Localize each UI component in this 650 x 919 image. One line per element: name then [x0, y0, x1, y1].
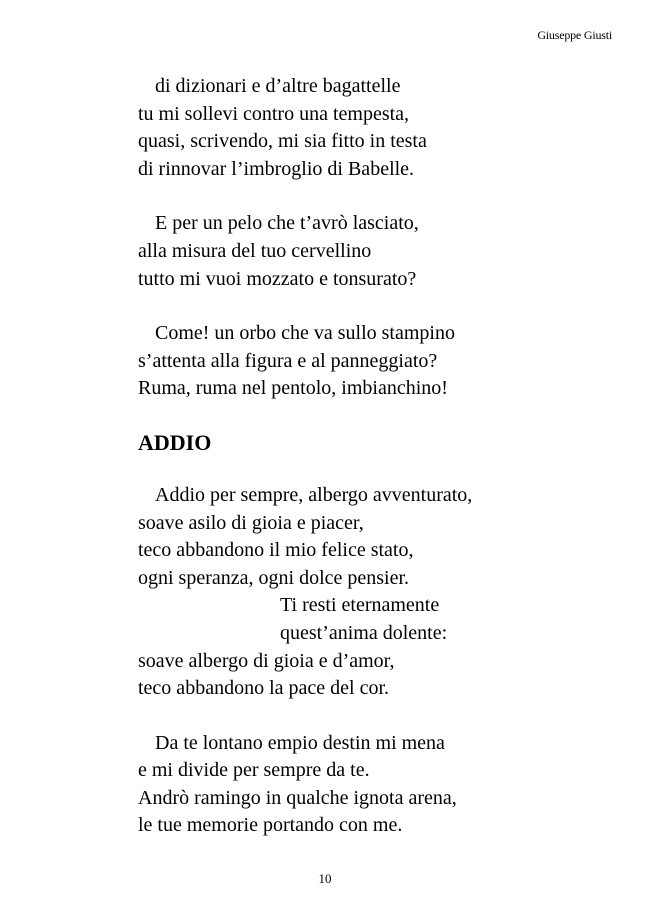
verse-line: di dizionari e d’altre bagattelle	[155, 75, 401, 97]
verse-line: tu mi sollevi contro una tempesta,	[138, 102, 410, 125]
verse-line: s’attenta alla figura e al panneggiato?	[138, 349, 438, 372]
verse-line-indented: Ti resti eternamente	[280, 594, 440, 617]
running-head: Giuseppe Giusti	[537, 28, 612, 42]
verse-line: E per un pelo che t’avrò lasciato,	[155, 212, 419, 235]
stanza-gap	[138, 703, 608, 730]
page-number: 10	[318, 871, 332, 886]
stanza-gap	[138, 183, 608, 210]
verse-line: teco abbandono la pace del cor.	[138, 677, 389, 700]
title-gap	[138, 457, 608, 482]
verse-line-indented: quest’anima dolente:	[280, 621, 448, 644]
verse-line: soave asilo di gioia e piacer,	[138, 511, 364, 534]
verse-line: quasi, scrivendo, mi sia fitto in testa	[138, 130, 427, 153]
verse-line: soave albergo di gioia e d’amor,	[138, 649, 395, 672]
stanza-5	[138, 730, 608, 840]
verse-line: alla misura del tuo cervellino	[138, 239, 372, 262]
section-title: ADDIO	[138, 429, 212, 455]
verse-line: Addio per sempre, albergo avventurato,	[155, 483, 473, 506]
stanza-gap	[138, 403, 608, 427]
verse-line: ogni speranza, ogni dolce pensier.	[138, 566, 410, 589]
verse-line: Da te lontano empio destin mi mena	[155, 731, 445, 754]
verse-line: Come! un orbo che va sullo stampino	[155, 322, 455, 345]
verse-line: le tue memorie portando con me.	[138, 814, 403, 837]
verse-line: tutto mi vuoi mozzato e tonsurato?	[138, 267, 417, 290]
verse-line: Ruma, ruma nel pentolo, imbianchino!	[138, 377, 448, 400]
stanza-2	[138, 210, 608, 293]
stanza-1	[138, 73, 608, 183]
stanza-3	[138, 320, 608, 403]
verse-line: teco abbandono il mio felice stato,	[138, 539, 414, 562]
stanza-4	[138, 482, 608, 703]
verse-line: di rinnovar l’imbroglio di Babelle.	[138, 157, 415, 180]
verse-line: Andrò ramingo in qualche ignota arena,	[138, 786, 457, 809]
verse-line: e mi divide per sempre da te.	[138, 759, 370, 782]
poem-body	[138, 73, 608, 840]
stanza-gap	[138, 293, 608, 320]
